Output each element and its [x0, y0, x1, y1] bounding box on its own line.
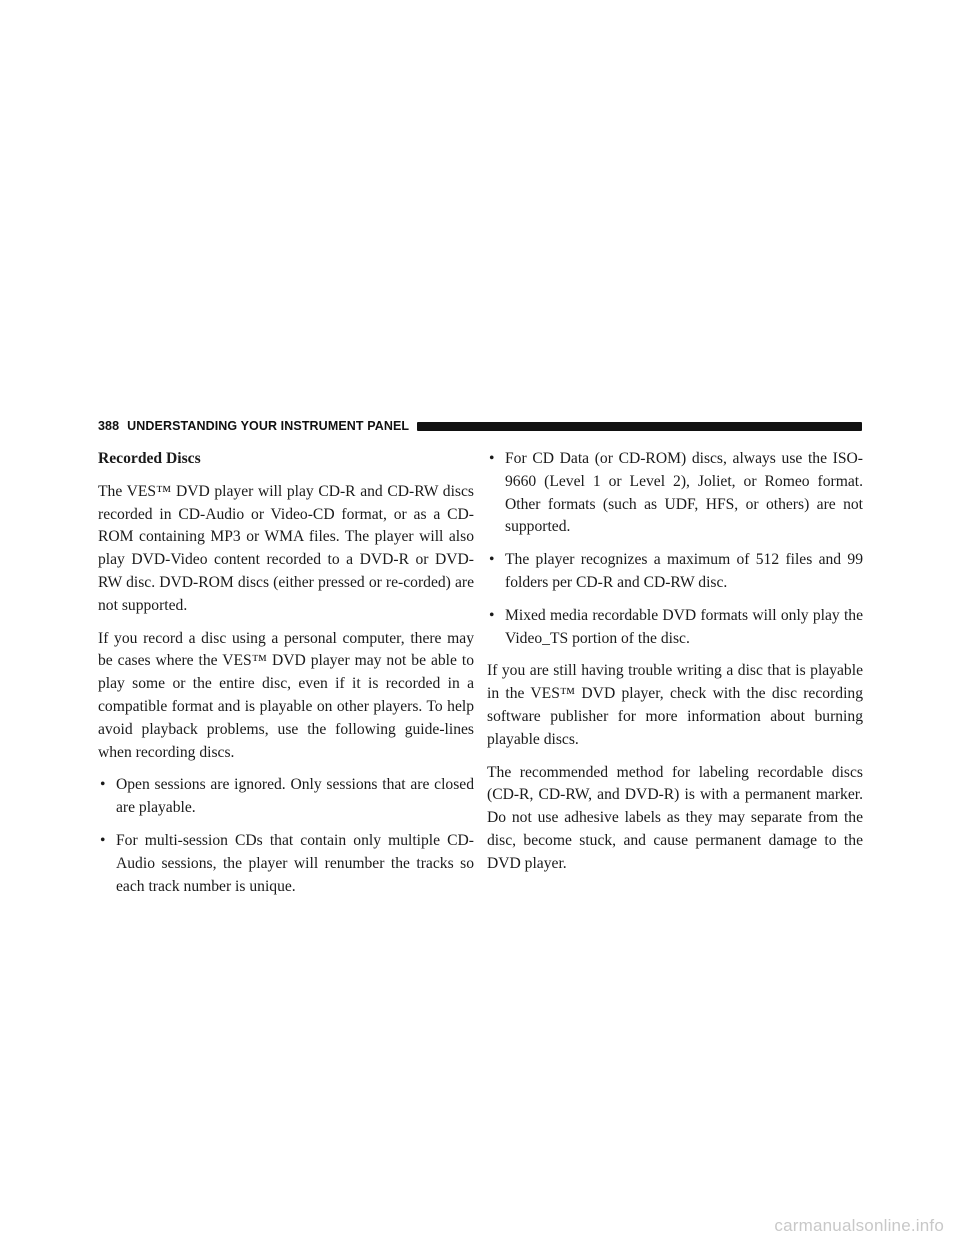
list-item-text: Mixed media recordable DVD formats will only play the Video_TS portion of the disc.	[505, 606, 863, 647]
paragraph-labeling: The recommended method for labeling recordable discs (CD-R, CD-RW, and DVD-R) is with a permanent marker. Do not use adhesive labels as they may separate from the disc, become stuck, and cause permanent damage to the DVD player.	[487, 763, 863, 872]
list-item-text: For CD Data (or CD-ROM) discs, always use the ISO-9660 (Level 1 or Level 2), Joliet, or Romeo format. Other formats (such as UDF, HFS, or others) are not supported.	[505, 450, 863, 536]
right-column	[487, 448, 863, 886]
list-item-text: The player recognizes a maximum of 512 files and 99 folders per CD-R and CD-RW disc.	[505, 551, 863, 591]
page-header	[98, 418, 862, 434]
bullet-icon: •	[489, 551, 495, 569]
paragraph-troubleshooting: If you are still having trouble writing a disc that is playable in the VES™ DVD player, check with the disc recording software publisher for more information about burning playable discs.	[487, 662, 863, 748]
list-item	[487, 605, 863, 651]
list-item-text: Open sessions are ignored. Only sessions that are closed are playable.	[116, 776, 474, 817]
watermark: carmanualsonline.info	[774, 1216, 944, 1235]
list-item-text: For multi-session CDs that contain only multiple CD-Audio sessions, the player will renumber the tracks so each track number is unique.	[116, 831, 474, 895]
list-item	[98, 830, 474, 898]
list-item	[487, 448, 863, 539]
list-item	[487, 549, 863, 595]
guideline-list-left	[98, 774, 474, 898]
list-item	[98, 774, 474, 820]
bullet-icon: •	[489, 606, 495, 624]
page-number: 388	[98, 419, 120, 433]
header-rule	[417, 422, 862, 431]
bullet-icon: •	[100, 831, 106, 849]
paragraph-formats: The VES™ DVD player will play CD-R and CD-RW discs recorded in CD-Audio or Video-CD format, or as a CD-ROM containing MP3 or WMA files. The player will also play DVD-Video content recorded to a DVD-R or DVD-RW disc. DVD-ROM discs (either pressed or re-corded) are not supported.	[98, 482, 474, 614]
left-column	[98, 448, 474, 908]
guideline-list-right	[487, 448, 863, 650]
section-heading: Recorded Discs	[98, 450, 201, 467]
bullet-icon: •	[489, 450, 495, 467]
section-title: UNDERSTANDING YOUR INSTRUMENT PANEL	[127, 419, 410, 433]
bullet-icon: •	[100, 776, 106, 794]
paragraph-pc-recording: If you record a disc using a personal computer, there may be cases where the VES™ DVD player may not be able to play some or the entire disc, even if it is recorded in a compatible format and is playable on other players. To help avoid playback problems, use the following guide-lines when recording discs.	[98, 629, 474, 761]
